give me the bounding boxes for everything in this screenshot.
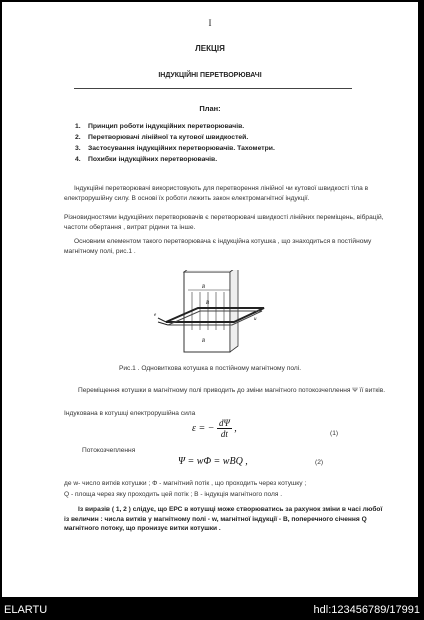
paragraph-flux-linkage-change: Переміщення котушки в магнітному полі приводить до зміни магнітного потокозчеплення Ψ її витків.: [78, 387, 386, 394]
lecture-subject: ІНДУКЦІЙНІ ПЕРЕТВОРЮВАЧІ: [158, 72, 262, 79]
paragraph-flux-linkage: Потокозчеплення: [82, 447, 136, 454]
paragraph-induced-emf: Індукована в котушці електрорушійна сила: [64, 410, 196, 417]
paragraph-symbols-2: Q - площа через яку проходить цей потік ; B - індукція магнітного поля .: [64, 491, 283, 498]
formula-emf: ε = − $\frac{d\Psi}{dt}$ ,: [192, 418, 237, 439]
formula-flux-linkage: Ψ = wΦ = wBQ ,: [178, 456, 248, 467]
equation-number-1: (1): [330, 430, 339, 437]
title-underline: [74, 88, 352, 89]
svg-text:B: B: [202, 285, 206, 290]
coil-in-magnetic-field-figure: [154, 270, 274, 360]
lecture-heading: ЛЕКЦІЯ: [195, 44, 225, 53]
page-number: I: [208, 18, 212, 28]
plan-item: 3. Застосування індукційних перетворювачів. Тахометри.: [75, 145, 275, 152]
svg-text:B: B: [202, 339, 206, 344]
svg-text:e: e: [154, 313, 157, 318]
plan-item: 4. Похибки індукційних перетворювачів.: [75, 156, 218, 163]
footer-handle: hdl:123456789/17991: [313, 604, 420, 616]
paragraph-symbols-1: де w- число витків котушки ; Φ - магнітний потік , що проходить через котушку ;: [64, 480, 307, 487]
paragraph-types: Різновидностями індукційних перетворювачів є перетворювачі швидкості лінійних переміщень, вібрацій, частоти обертання , витрат рідини та інше.: [64, 214, 384, 231]
plan-title: План:: [199, 104, 221, 113]
equation-number-2: (2): [315, 459, 324, 466]
svg-text:B: B: [206, 301, 210, 306]
footer-repository-name: ELARTU: [4, 604, 48, 616]
svg-text:u: u: [254, 317, 257, 322]
footer-bar: [0, 601, 424, 620]
figure-caption: Рис.1 . Одновиткова котушка в постійному магнітному полі.: [118, 365, 302, 372]
paragraph-conclusion: Із виразів ( 1, 2 ) слідує, що ЕРС в котушці може створюватись за рахунок зміни в часі любої із величин : числа витків у магнітному полі - w, магнітної індукції - B, поперечного січення Q магнітного потоку, що пронизує витки котушки .: [64, 506, 383, 532]
paragraph-main-element: Основним елементом такого перетворювача є індукційна котушка , що знаходиться в постійному магнітному полі, рис.1 .: [64, 238, 372, 255]
paragraph-intro: Індукційні перетворювачі використовують для перетворення лінійної чи кутової швидкості тіла в електрорушійну силу. В основі їх роботи лежить закон електромагнітної індукції.: [64, 185, 369, 202]
plan-list: [75, 121, 275, 165]
plan-item: 1. Принцип роботи індукційних перетворювачів.: [75, 123, 245, 130]
plan-item: 2. Перетворювачі лінійної та кутової швидкостей.: [75, 134, 249, 141]
